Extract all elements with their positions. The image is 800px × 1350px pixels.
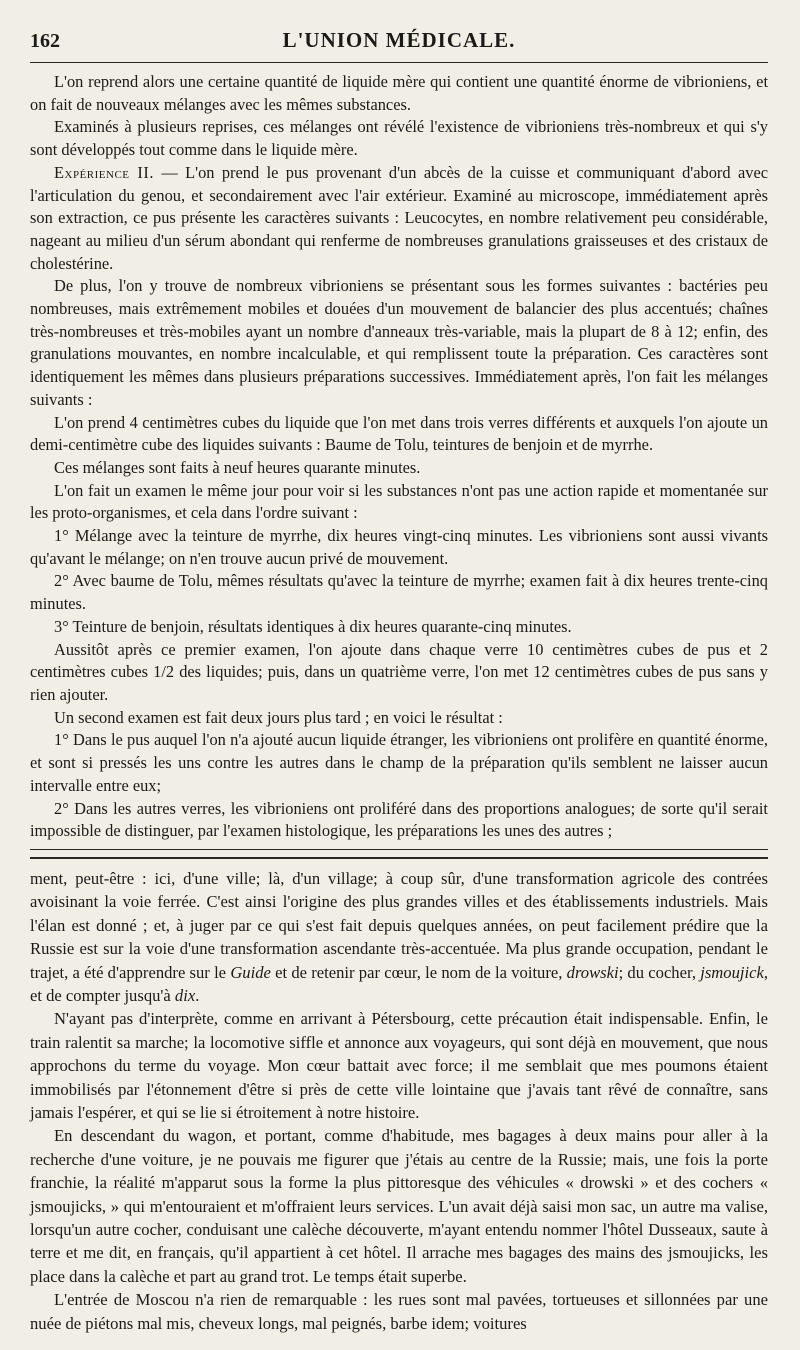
paragraph: 2° Dans les autres verres, les vibrioniens ont proliféré dans des proportions analogues; de sorte qu'il serait impossible de distinguer, par l'examen histologique, les préparations les unes des autres ; [30, 798, 768, 841]
experience-paragraph [30, 162, 768, 276]
paragraph: 3° Teinture de benjoin, résultats identiques à dix heures quarante-cinq minutes. [54, 616, 572, 636]
paragraph: N'ayant pas d'interprète, comme en arrivant à Pétersbourg, cette précaution était indispensable. Enfin, le train ralentit sa marche; la locomotive siffle et annonce aux voyageurs, qui sont déjà en mouvement, que nous approchons du terme du voyage. Mon cœur battait avec force; il me semblait que mes poumons étaient immobilisés par l'étonnement d'être si près de cette ville lointaine que j'avais tant rêvé de connaître, sans jamais l'espérer, et qui se lie si étroitement à notre histoire. [30, 1009, 768, 1122]
text-run: ; du cocher, [618, 962, 701, 982]
paragraph: L'on fait un examen le même jour pour voir si les substances n'ont pas une action rapide et momentanée sur les proto-organismes, et cela dans l'ordre suivant : [30, 480, 768, 523]
paragraph: L'entrée de Moscou n'a rien de remarquable : les rues sont mal pavées, tortueuses et sillonnées par une nuée de piétons mal mis, cheveux longs, mal peignés, barbe idem; voitures [30, 1290, 768, 1333]
paragraph: Ces mélanges sont faits à neuf heures quarante minutes. [54, 457, 421, 477]
running-title: L'UNION MÉDICALE. [282, 28, 516, 52]
paragraph: De plus, l'on y trouve de nombreux vibrioniens se présentant sous les formes suivantes : bactéries peu nombreuses, mais extrêmement mobiles et douées d'un mouvement de balancier des plus accentués; chaînes très-nombreuses et très-mobiles ayant un nombre d'anneaux très-variable, mais la plupart de 8 à 12; enfin, des granulations mouvantes, en nombre incalculable, et qui remplissent toute la préparation. Ces caractères sont identiquement les mêmes dans plusieurs préparations successives. Immédiatement après, l'on fait les mélanges suivants : [30, 276, 768, 409]
text-run: et de retenir par cœur, le nom de la voiture, [270, 962, 567, 982]
paragraph: 1° Mélange avec la teinture de myrrhe, dix heures vingt-cinq minutes. Les vibrioniens sont aussi vivants qu'avant le mélange; on n'en trouve aucun privé de mouvement. [30, 526, 768, 568]
feuilleton-column [30, 867, 768, 1335]
italic-term: Guide [230, 962, 271, 982]
italic-term: jsmoujick [700, 962, 764, 982]
page-footer [30, 1320, 768, 1344]
paragraph: 1° Dans le pus auquel l'on n'a ajouté aucun liquide étranger, les vibrioniens ont prolifère en quantité énorme, et sont si pressés les uns contre les autres dans le champ de la préparation qu'ils semblent ne laisser aucun intervalle entre eux; [30, 730, 768, 795]
page-number: 162 [30, 30, 60, 52]
paragraph: En descendant du wagon, et portant, comme d'habitude, mes bagages à deux mains pour aller à la recherche d'une voiture, je ne pouvais me figurer que j'étais au centre de la Russie; mais, une fois la porte franchie, la réalité m'apparut sous la forme la plus pittoresque des véhicules « drowski » et des cochers « jsmoujicks, » qui m'entouraient et m'offraient leurs services. L'un avait déjà saisi mon sac, un autre ma valise, lorsqu'un autre cocher, conduisant une calèche découverte, m'ayant entendu nommer l'hôtel Dusseaux, saute à terre et me dit, en français, qu'il appartient à cet hôtel. Il arrache mes bagages des mains des jsmoujicks, les place dans la calèche et part au grand trot. Le temps était superbe. [30, 1126, 768, 1286]
paragraph: L'on prend 4 centimètres cubes du liquide que l'on met dans trois verres différents et auxquels l'on ajoute un demi-centimètre cube des liquides suivants : Baume de Tolu, teintures de benjoin et de myrrhe. [30, 412, 768, 455]
text-run: . [195, 985, 200, 1005]
paragraph: 2° Avec baume de Tolu, mêmes résultats qu'avec la teinture de myrrhe; examen fait à dix heures trente-cinq minutes. [30, 571, 768, 614]
feuilleton-divider [30, 849, 768, 859]
experience-text: — L'on prend le pus provenant d'un abcès de la cuisse et communiquant d'abord avec l'articulation du genou, et secondairement avec l'air extérieur. Examiné au microscope, immédiatement après son extraction, ce pus présente les caractères suivants : Leucocytes, en nombre relativement peu considérable, nageant au milieu d'un sérum abondant qui renferme de nombreuses granulations graisseuses et des cristaux de cholestérine. [30, 162, 768, 273]
italic-term: dix [174, 985, 196, 1005]
paragraph: L'on reprend alors une certaine quantité de liquide mère qui contient une quantité énorme de vibrioniens, et on fait de nouveaux mélanges avec les mêmes substances. [30, 72, 768, 114]
text-run: ment, peut-être : ici, d'une ville; là, d'un village; à coup sûr, d'une transformation agricole des contrées avoisinant la voie ferrée. C'est ainsi l'origine des plus grandes villes et des établissements industriels. Mais l'élan est donné ; et, à juger par ce qui s'est fait depuis quelques années, on peut facilement prédire que la Russie est sur la voie d'une transformation ascendante très-accentuée. Ma plus grande occupation, pendant le trajet, a été d'apprendre sur le [30, 868, 768, 982]
upper-column [30, 71, 768, 843]
italic-term: drowski [566, 962, 619, 982]
page-header [30, 28, 768, 63]
paragraph: Examinés à plusieurs reprises, ces mélanges ont révélé l'existence de vibrioniens très-nombreux et qui s'y sont développés tout comme dans le liquide mère. [30, 117, 768, 160]
paragraph [30, 867, 768, 1007]
experience-label: Expérience II. [54, 162, 154, 182]
paragraph: Aussitôt après ce premier examen, l'on ajoute dans chaque verre 10 centimètres cubes de pus et 2 centimètres cubes 1/2 des liquides; puis, dans un quatrième verre, l'on met 12 centimètres cubes de pus sans y rien ajouter. [30, 639, 768, 704]
paragraph: Un second examen est fait deux jours plus tard ; en voici le résultat : [54, 707, 503, 727]
text-run: , et de compter jusqu'à [30, 962, 768, 1005]
